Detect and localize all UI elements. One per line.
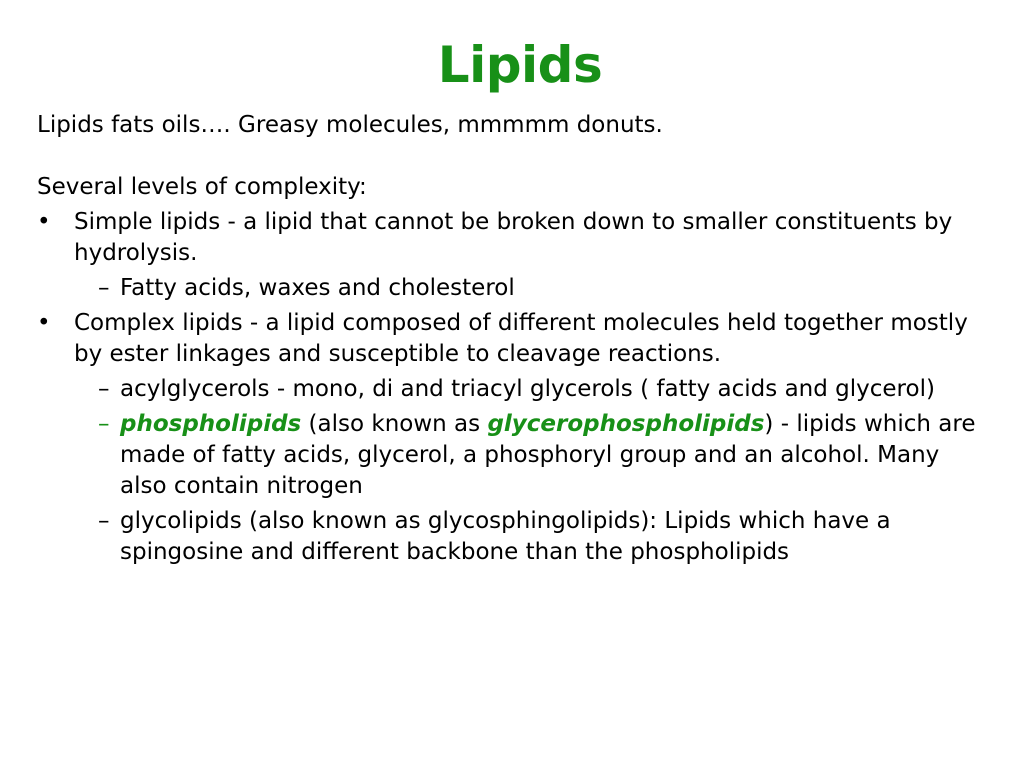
intro-text: Lipids fats oils…. Greasy molecules, mmmmm donuts. (37, 112, 663, 138)
slide-body (37, 110, 987, 568)
bullet-simple-lipids (37, 207, 987, 269)
fatty-acids-text: Fatty acids, waxes and cholesterol (120, 275, 515, 301)
phospholipids-aka: (also known as (301, 411, 488, 437)
bullet-icon: • (37, 310, 51, 336)
spacer (37, 141, 987, 172)
sub-bullet-phospholipids (37, 409, 987, 502)
glycolipids-text: glycolipids (also known as glycosphingolipids): Lipids which have a spingosine and different backbone than the phospholipids (120, 508, 891, 565)
dash-icon: – (98, 508, 110, 534)
simple-lipids-text: Simple lipids - a lipid that cannot be broken down to smaller constituents by hydrolysis. (74, 209, 953, 266)
dash-icon: – (98, 275, 110, 301)
sub-bullet-fatty-acids (37, 273, 987, 304)
levels-heading: Several levels of complexity: (37, 174, 367, 200)
dash-icon: – (98, 411, 110, 437)
sub-bullet-glycolipids (37, 506, 987, 568)
complex-lipids-text: Complex lipids - a lipid composed of different molecules held together mostly by ester linkages and susceptible to cleavage reactions. (74, 310, 968, 367)
phospholipids-description: ) - lipids which are made of fatty acids, glycerol, a phosphoryl group and an alcohol. Many also contain nitrogen (120, 411, 976, 499)
bullet-complex-lipids (37, 308, 987, 370)
dash-icon: – (98, 376, 110, 402)
acylglycerols-text: acylglycerols - mono, di and triacyl glycerols ( fatty acids and glycerol) (120, 376, 935, 402)
slide-title: Lipids (437, 36, 603, 94)
bullet-icon: • (37, 209, 51, 235)
glycerophospholipids-term: glycerophospholipids (487, 411, 765, 437)
phospholipids-term: phospholipids (120, 411, 302, 437)
sub-bullet-acylglycerols (37, 374, 987, 405)
